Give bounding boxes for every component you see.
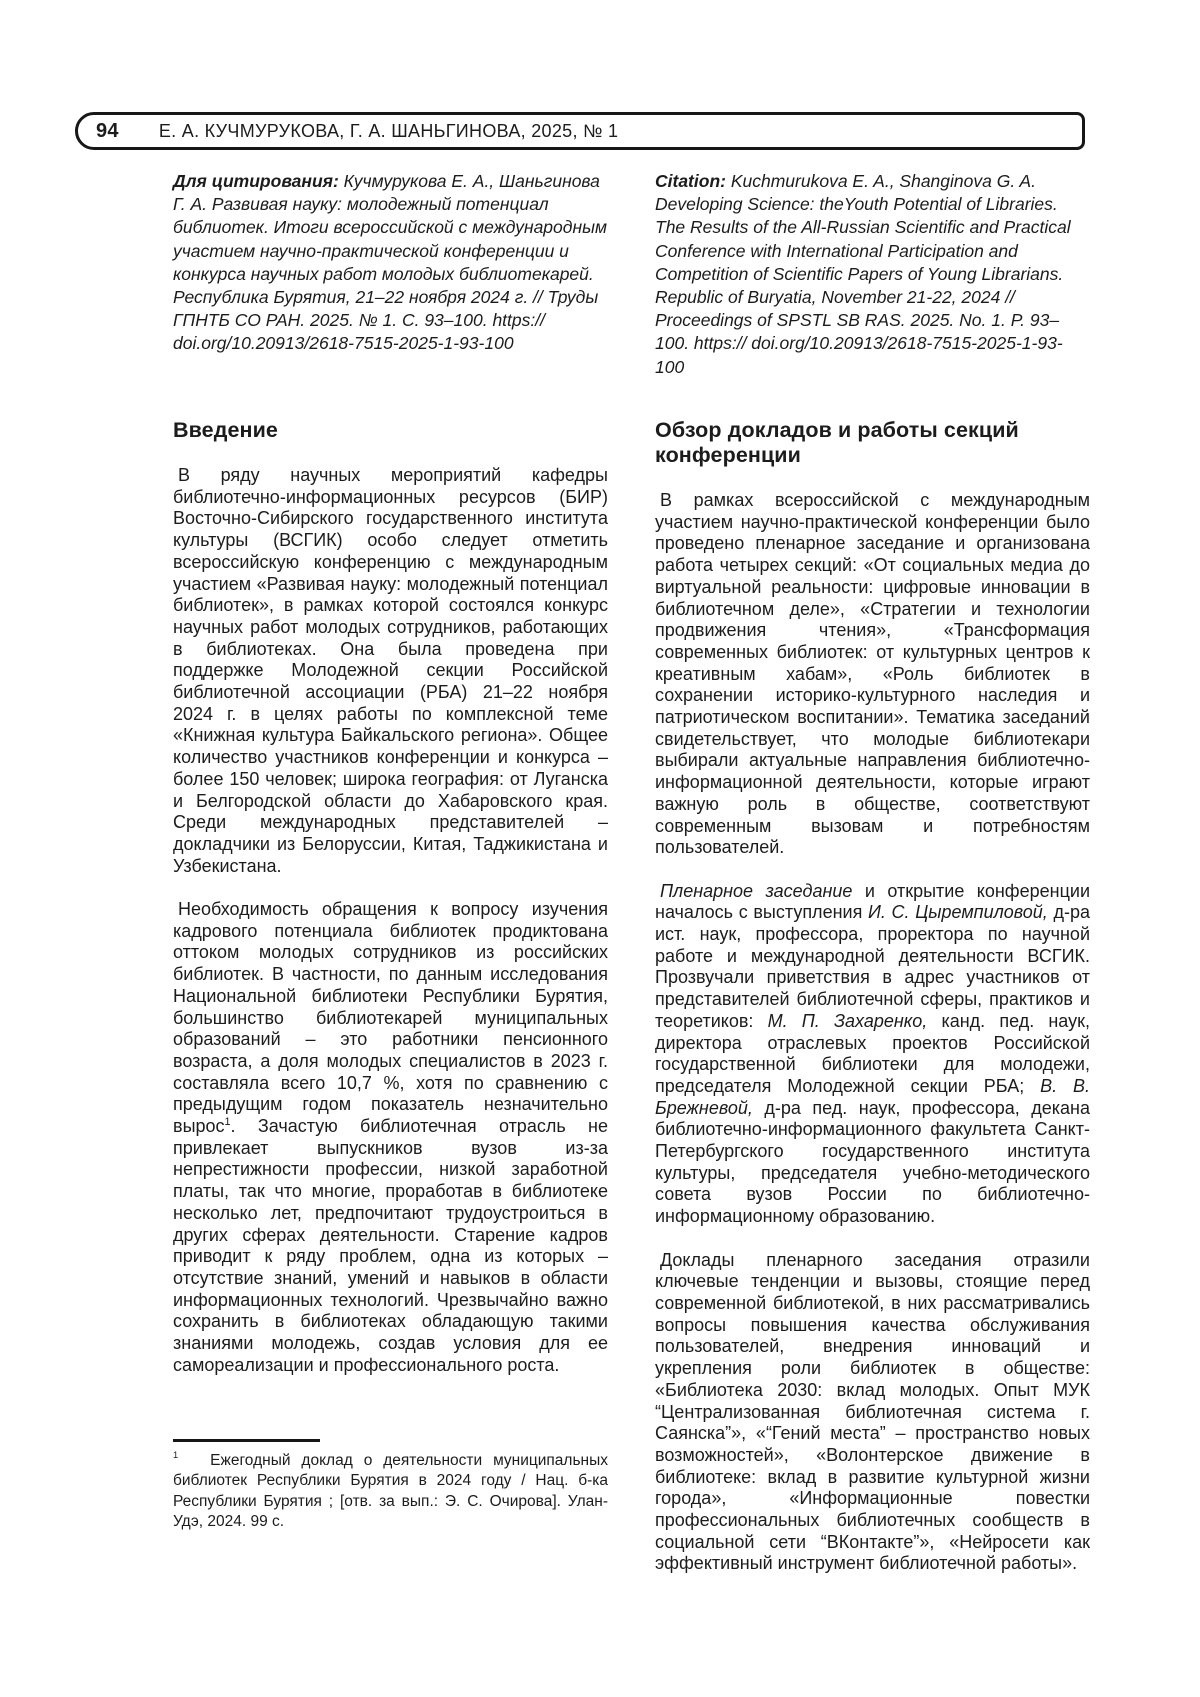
- footnote-rule: [173, 1439, 320, 1442]
- left-column: [173, 418, 608, 1597]
- section-heading-introduction: Введение: [173, 418, 278, 442]
- article-columns: [173, 418, 1090, 1597]
- intro-paragraph-2: Необходимость обращения к вопросу изучения кадрового потенциала библиотек продиктована оттоком молодых сотрудников из российских библиотек. В частности, по данным исследования Национальной библиотеки Республики Бурятия, большинство библиотекарей муниципальных образований – это работники пенсионного возраста, а доля молодых специалистов в 2023 г. составляла всего 10,7 %, хотя по сравнению с предыдущим годом показатель незначительно вырос$^1$. Зачастую библиотечная отрасль не привлекает выпускников вузов из-за непрестижности профессии, низкой заработной платы, так что многие, проработав в библиотеке несколько лет, предпочитают трудоустроиться в других сферах деятельности. Старение кадров приводит к ряду проблем, одна из которых – отсутствие знаний, умений и навыков в области информационных технологий. Чрезвычайно важно сохранить в библиотеках обладающую такими знаниями молодежь, создав условия для ее самореализации и профессионального роста.: [173, 899, 608, 1375]
- section-heading-conference-overview: Обзор докладов и работы секций конференции: [655, 418, 1019, 467]
- right-column: [655, 418, 1090, 1597]
- footnote: [173, 1439, 608, 1533]
- intro-paragraph-1: В ряду научных мероприятий кафедры библиотечно-информационных ресурсов (БИР) Восточно-Сибирского государственного института культуры (ВСГИК) особо следует отметить всероссийскую конференцию с международным участием «Развивая науку: молодежный потенциал библиотек», в рамках которой состоялся конкурс научных работ молодых сотрудников, работающих в библиотеках. Она была проведена при поддержке Молодежной секции Российской библиотечной ассоциации (РБА) 21–22 ноября 2024 г. в целях работы по комплексной теме «Книжная культура Байкальского региона». Общее количество участников конференции и конкурса – более 150 человек; широка география: от Луганска и Белгородской области до Хабаровского края. Среди международных представителей – докладчики из Белоруссии, Китая, Таджикистана и Узбекистана.: [173, 465, 608, 876]
- page-header: [75, 112, 1085, 150]
- overview-paragraph-1: В рамках всероссийской с международным участием научно-практической конференции было проведено пленарное заседание и организована работа четырех секций: «От социальных медиа до виртуальной реальности: цифровые инновации в библиотечном деле», «Стратегии и технологии продвижения чтения», «Трансформация современных библиотек: от культурных центров к креативным хабам», «Роль библиотек в сохранении историко-культурного наследия и патриотическом воспитании». Тематика заседаний свидетельствует, что молодые библиотекари выбирали актуальные направления библиотечно-информационной деятельности, которые играют важную роль в обществе, соответствуют современным вызовам и потребностям пользователей.: [655, 490, 1090, 858]
- overview-paragraph-2: Пленарное заседание и открытие конференции началось с выступления И. С. Цыремпиловой, д-ра ист. наук, профессора, проректора по научной работе и международной деятельности ВСГИК. Прозвучали приветствия в адрес участников от представителей библиотечной сферы, практиков и теоретиков: М. П. Захаренко, канд. пед. наук, директора отраслевых проектов Российской государственной библиотеки для молодежи, председателя Молодежной секции РБА; В. В. Брежневой, д-ра пед. наук, профессора, декана библиотечно-информационного факультета Санкт-Петербургского государственного института культуры, председателя учебно-методического совета вузов России по библиотечно-информационному образованию.: [655, 880, 1091, 1227]
- footnote-marker: 1: [173, 1450, 179, 1461]
- citation-ru: Для цитирования: Кучмурукова Е. А., Шаньгинова Г. А. Развивая науку: молодежный потенциал библиотек. Итоги всероссийской с международным участием научно-практической конференции и конкурса научных работ молодых библиотекарей. Республика Бурятия, 21–22 ноября 2024 г. // Труды ГПНТБ СО РАН. 2025. № 1. С. 93–100. https:// doi.org/10.20913/2618-7515-2025-1-93-100: [173, 171, 607, 354]
- page-number: 94: [96, 119, 119, 142]
- page-content: [173, 170, 1090, 1597]
- overview-paragraph-3: Доклады пленарного заседания отразили ключевые тенденции и вызовы, стоящие перед современной библиотекой, в них рассматривались вопросы повышения качества обслуживания пользователей, внедрения инноваций и укрепления роли библиотек в обществе: «Библиотека 2030: вклад молодых. Опыт МУК “Централизованная библиотечная система г. Саянска”», «“Гений места” – пространство новых возможностей», «Волонтерское движение в библиотеке: вклад в развитие культурной жизни города», «Информационные повестки профессиональных библиотечных сообществ в социальной сети “ВКонтакте”», «Нейросети как эффективный инструмент библиотечной работы».: [655, 1249, 1090, 1574]
- citation-row: [173, 170, 1090, 384]
- citation-en: Citation: Kuchmurukova E. A., Shanginova G. A. Developing Science: theYouth Potential of Libraries. The Results of the All-Russian Scientific and Practical Conference with International Participation and Competition of Scientific Papers of Young Librarians. Republic of Buryatia, November 21-22, 2024 // Proceedings of SPSTL SB RAS. 2025. No. 1. P. 93–100. https:// doi.org/10.20913/2618-7515-2025-1-93-100: [655, 171, 1071, 377]
- running-title: Е. А. КУЧМУРУКОВА, Г. А. ШАНЬГИНОВА, 2025, № 1: [158, 120, 619, 141]
- footnote-text: [173, 1451, 608, 1533]
- footnote-reference: Ежегодный доклад о деятельности муниципальных библиотек Республики Бурятия в 2024 году / Нац. б-ка Республики Бурятия ; [отв. за вып.: Э. С. Очирова]. Улан-Удэ, 2024. 99 с.: [173, 1451, 608, 1531]
